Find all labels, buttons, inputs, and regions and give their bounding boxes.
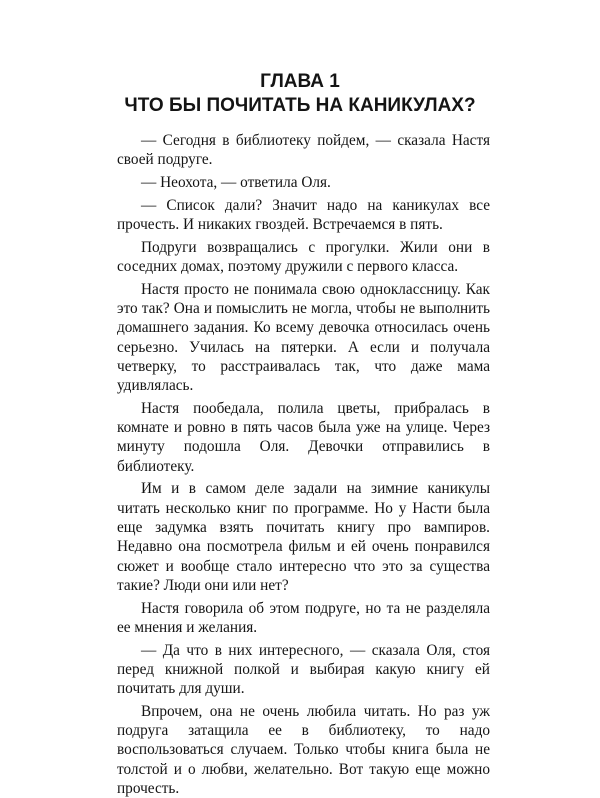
paragraph: — Неохота, — ответила Оля. (141, 173, 331, 191)
paragraph: Настя говорила об этом подруге, но та не разделяла ее мнения и желания. (117, 599, 490, 636)
paragraph: — Да что в них интересного, — сказала Оля, стоя перед книжной полкой и выбирая какую книгу ей почитать для души. (117, 641, 490, 698)
chapter-heading (110, 70, 490, 118)
paragraph: Им и в самом деле задали на зимние каникулы читать несколько книг по программе. Но у Насти была еще задумка взять почитать книгу про вампиров. Недавно она посмотрела фильм и ей очень понравился сюжет и вообще стало интересно что это за существа такие? Люди они или нет? (117, 480, 490, 594)
paragraph: Настя просто не понимала свою одноклассницу. Как это так? Она и помыслить не могла, чтобы не выполнить домашнего задания. Ко всему девочка относилась очень серьезно. Училась на пятерки. А если и получала четверку, то расстраивалась так, что даже мама удивлялась. (117, 280, 490, 395)
paragraph: — Список дали? Значит надо на каникулах все прочесть. И никаких гвоздей. Встречаемся в пять. (117, 196, 490, 233)
chapter-number: ГЛАВА 1 (260, 71, 340, 92)
paragraph: Подруги возвращались с прогулки. Жили они в соседних домах, поэтому дружили с первого класса. (117, 238, 490, 275)
paragraph: — Сегодня в библиотеку пойдем, — сказала Настя своей подруге. (117, 132, 490, 169)
chapter-title: ЧТО БЫ ПОЧИТАТЬ НА КАНИКУЛАХ? (124, 95, 476, 116)
chapter-body (117, 131, 490, 798)
paragraph: Настя пообедала, полила цветы, прибралась в комнате и ровно в пять часов была уже на улице. Через минуту подошла Оля. Девочки отправились в библиотеку. (117, 399, 490, 475)
paragraph: Впрочем, она не очень любила читать. Но раз уж подруга затащила ее в библиотеку, то надо воспользоваться случаем. Только чтобы книга была не толстой и о любви, желательно. Вот такую еще можно прочесть. (117, 702, 490, 798)
